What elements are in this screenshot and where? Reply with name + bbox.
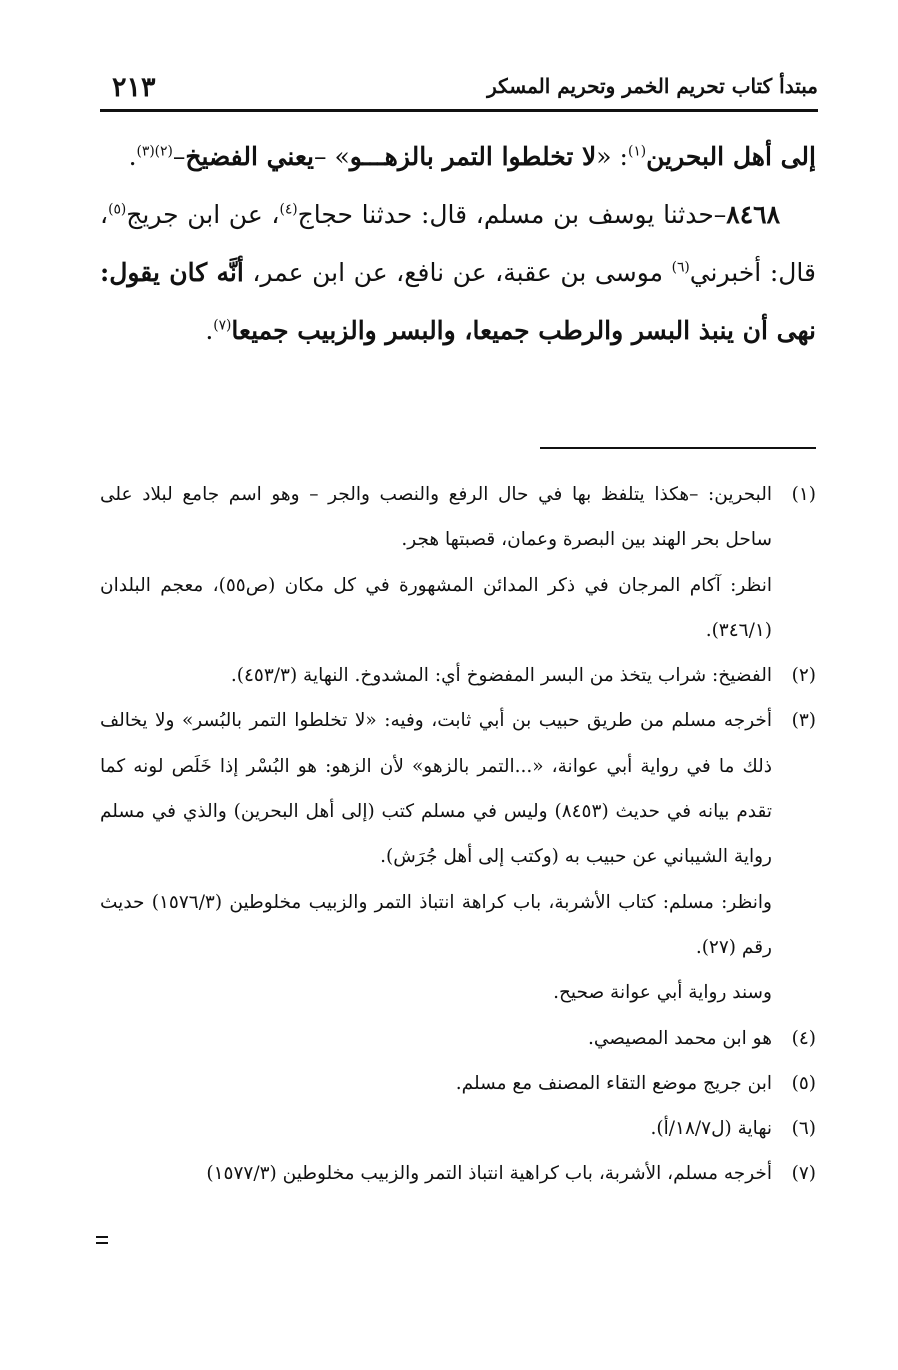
footnote-6 <box>100 1106 816 1151</box>
footnote-2 <box>100 653 816 698</box>
text-segment: إلى أهل البحرين <box>646 142 816 171</box>
hadith-matn: أنَّه كان يقول: نهى أن ينبذ البسر والرطب جميعا، والبسر والزبيب جميعا <box>100 258 816 345</box>
text-segment: » – <box>314 142 350 171</box>
footnote-ref: (٦) <box>671 259 690 276</box>
footnote-number: (٦) <box>791 1118 816 1140</box>
footnote-3-continued <box>100 880 816 971</box>
text-segment: ، عن ابن جريج <box>126 200 280 229</box>
footnote-number: (١) <box>791 484 816 505</box>
footnote-number: (٢) <box>791 665 816 687</box>
footnote-text: وانظر: مسلم: كتاب الأشربة، باب كراهة انتباذ التمر والزبيب مخلوطين (١٥٧٦/٣) حديث رقم (٢٧). <box>100 891 772 958</box>
text-segment: : « <box>596 142 628 171</box>
hadith-number: ٨٤٦٨ <box>726 200 780 229</box>
main-text <box>100 128 816 360</box>
page-number: ٢١٣ <box>112 72 156 103</box>
footnote-text: وسند رواية أبي عوانة صحيح. <box>553 982 772 1004</box>
footnote-ref: (٥) <box>108 201 127 218</box>
continuation-mark <box>96 1236 108 1244</box>
hadith-paragraph <box>100 186 816 360</box>
text-segment: . <box>205 316 214 345</box>
text-segment: موسى بن عقبة، عن نافع، عن ابن عمر، <box>243 258 672 287</box>
footnote-number: (٧) <box>791 1163 816 1185</box>
footnote-text: البحرين: –هكذا يتلفظ بها في حال الرفع والنصب والجر – وهو اسم جامع لبلاد على ساحل بحر الهند بين البصرة وعمان، قصبتها هجر. <box>100 484 772 551</box>
text-segment: يعني الفضيخ <box>185 142 314 171</box>
header-rule <box>100 109 818 112</box>
footnote-text: الفضيخ: شراب يتخذ من البسر المفضوخ أي: المشدوخ. النهاية (٤٥٣/٣). <box>230 665 772 687</box>
footnote-number: (٥) <box>791 1072 816 1094</box>
footnote-text: انظر: آكام المرجان في ذكر المدائن المشهورة في كل مكان (ص٥٥)، معجم البلدان (٣٤٦/١). <box>100 574 772 641</box>
footnote-text: ابن جريج موضع التقاء المصنف مع مسلم. <box>455 1072 772 1094</box>
text-segment: –حدثنا يوسف بن مسلم، قال: حدثنا حجاج <box>297 200 727 229</box>
text-segment: . <box>128 142 137 171</box>
text-segment: – <box>172 142 186 171</box>
footnotes <box>100 472 816 1197</box>
text-segment: ، قال: أخبرني <box>100 200 816 287</box>
footnote-1 <box>100 472 816 563</box>
running-title: مبتدأ كتاب تحريم الخمر وتحريم المسكر <box>487 74 818 98</box>
footnote-ref: (٧) <box>213 317 232 334</box>
footnote-ref: (١) <box>627 143 647 160</box>
footnote-text: أخرجه مسلم من طريق حبيب بن أبي ثابت، وفيه: «لا تخلطوا التمر بالبُسر» ولا يخالف ذلك ما في رواية أبي عوانة، «...التمر بالزهو» لأن الزهو: هو البُسْر إذا خَلَص لونه كما تقدم بيانه في حديث (٨٤٥٣) وليس في مسلم كتب (إلى أهل البحرين) والذي في مسلم رواية الشيباني عن حبيب به (وكتب إلى أهل جُرَش). <box>100 710 772 868</box>
footnote-7 <box>100 1151 816 1196</box>
text-segment: لا تخلطوا التمر بالزهـــو <box>349 142 597 171</box>
footnote-1-continued <box>100 563 816 654</box>
footnote-text: نهاية (ل١٨/٧/أ). <box>650 1118 772 1140</box>
main-line-1 <box>100 128 816 186</box>
footnote-3-continued <box>100 970 816 1015</box>
footnote-text: أخرجه مسلم، الأشربة، باب كراهية انتباذ التمر والزبيب مخلوطين (١٥٧٧/٣) <box>206 1163 772 1185</box>
footnote-separator <box>540 447 816 449</box>
footnote-ref: (٤) <box>279 201 298 218</box>
footnote-number: (٤) <box>791 1027 816 1049</box>
footnote-4 <box>100 1016 816 1061</box>
footnote-3 <box>100 698 816 879</box>
footnote-5 <box>100 1061 816 1106</box>
footnote-number: (٣) <box>791 710 816 732</box>
footnote-text: هو ابن محمد المصيصي. <box>587 1027 772 1049</box>
footnote-ref: (٢)(٣) <box>136 143 173 160</box>
page-header <box>100 70 818 112</box>
